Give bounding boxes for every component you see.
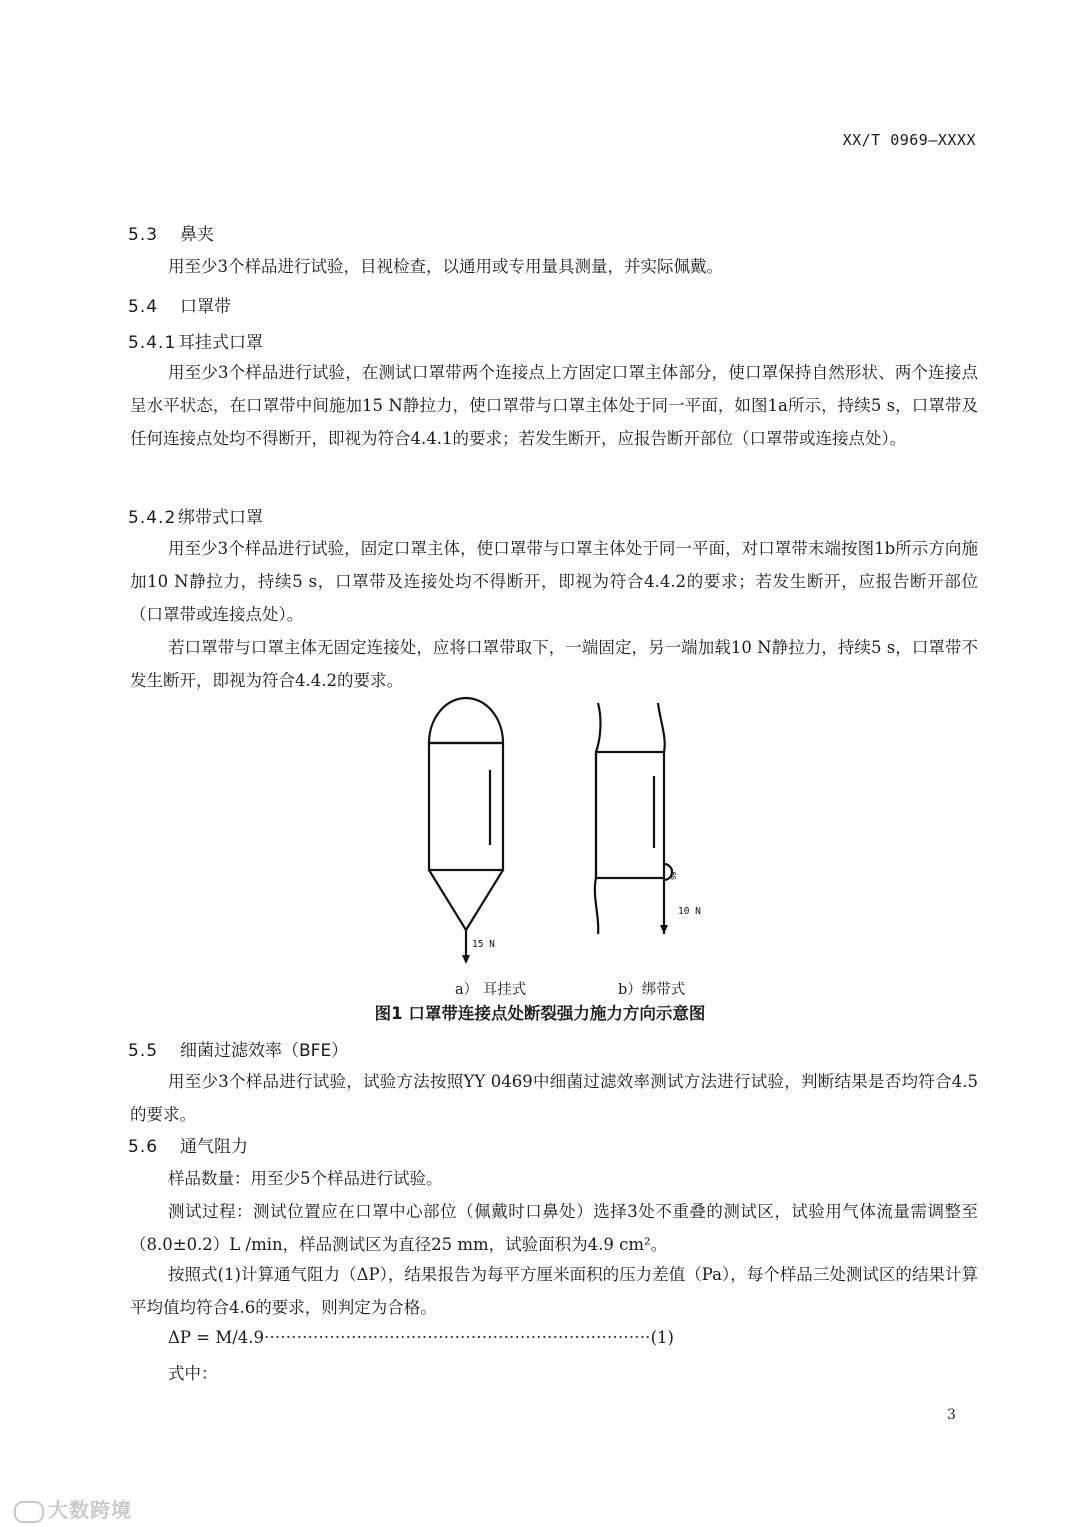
watermark xyxy=(14,1494,132,1523)
section-number: 5.4.1 xyxy=(128,333,177,353)
paragraph-5-6-b: 测试过程：测试位置应在口罩中心部位（佩戴时口鼻处）选择3处不重叠的测试区，试验用气体流量需调整至（8.0±0.2）L /min，样品测试区为直径25 mm，试验面积为4.9 cm²。 xyxy=(130,1202,978,1254)
section-title: 细菌过滤效率（BFE） xyxy=(180,1041,349,1061)
figure-sub-b: b）绑带式 xyxy=(618,982,686,998)
force-arrow-b xyxy=(660,925,668,934)
paragraph-5-3: 用至少3个样品进行试验，目视检查，以通用或专用量具测量，并实际佩戴。 xyxy=(168,257,723,276)
ear-loop-triangle xyxy=(429,870,503,930)
figure-1-diagram xyxy=(0,690,1080,975)
formula-dots: ······································································· xyxy=(264,1328,651,1347)
watermark-text: 大数跨境 xyxy=(48,1498,132,1522)
section-title: 通气阻力 xyxy=(180,1137,248,1157)
paragraph-5-5: 用至少3个样品进行试验，试验方法按照YY 0469中细菌过滤效率测试方法进行试验，判断结果是否均符合4.5的要求。 xyxy=(130,1072,978,1124)
section-heading-5-3 xyxy=(128,220,214,245)
paragraph-5-6-a: 样品数量：用至少5个样品进行试验。 xyxy=(168,1169,443,1188)
figure-caption: 图1 口罩带连接点处断裂强力施力方向示意图 xyxy=(374,1004,706,1023)
mask-body-rect xyxy=(429,743,503,870)
section-title: 口罩带 xyxy=(180,297,231,317)
ear-loop-mask-diagram xyxy=(429,698,503,964)
section-number: 5.4.2 xyxy=(128,508,177,528)
force-arrow-a xyxy=(462,955,470,964)
section-heading-5-4 xyxy=(128,292,231,317)
paragraph-5-4-2-a: 用至少3个样品进行试验，固定口罩主体，使口罩带与口罩主体处于同一平面，对口罩带末端按图1b所示方向施加10 N静拉力，持续5 s，口罩带及连接处均不得断开，即视为符合4.4.2的要求；若发生断开，应报告断开部位（口罩带或连接点处）。 xyxy=(130,539,978,624)
formula-number: (1) xyxy=(650,1328,674,1347)
formula-1 xyxy=(168,1328,674,1347)
force-label-b: 10 N xyxy=(678,906,701,917)
angle-label-b: 90° xyxy=(670,867,678,880)
where-label: 式中： xyxy=(168,1364,218,1383)
section-number: 5.5 xyxy=(128,1041,159,1061)
formula-expression: ΔP = M/4.9 xyxy=(168,1328,265,1347)
section-heading-5-4-1 xyxy=(128,328,263,353)
section-title: 鼻夹 xyxy=(180,225,214,245)
section-title: 耳挂式口罩 xyxy=(178,333,263,353)
section-heading-5-5 xyxy=(128,1036,348,1061)
figure-sub-a: a） 耳挂式 xyxy=(455,982,527,998)
mask-top-arc xyxy=(429,698,503,743)
document-number: XX/T 0969—XXXX xyxy=(842,131,976,149)
tie-right-strap xyxy=(658,703,665,752)
section-heading-5-4-2 xyxy=(128,503,263,528)
tie-mask-diagram xyxy=(595,703,672,934)
watermark-logo-icon xyxy=(14,1501,44,1523)
section-title: 绑带式口罩 xyxy=(178,508,263,528)
section-heading-5-6 xyxy=(128,1132,248,1157)
section-number: 5.6 xyxy=(128,1137,159,1157)
section-number: 5.3 xyxy=(128,225,159,245)
paragraph-5-6-c: 按照式(1)计算通气阻力（ΔP），结果报告为每平方厘米面积的压力差值（Pa），每个样品三处测试区的结果计算平均值均符合4.6的要求，则判定为合格。 xyxy=(130,1265,978,1317)
paragraph-5-4-1: 用至少3个样品进行试验，在测试口罩带两个连接点上方固定口罩主体部分，使口罩保持自然形状、两个连接点呈水平状态，在口罩带中间施加15 N静拉力，使口罩带与口罩主体处于同一平面，如图1a所示，持续5 s，口罩带及任何连接点处均不得断开，即视为符合4.4.1的要求；若发生断开，应报告断开部位（口罩带或连接点处）。 xyxy=(130,363,978,448)
paragraph-5-4-2-b: 若口罩带与口罩主体无固定连接处，应将口罩带取下，一端固定，另一端加载10 N静拉力，持续5 s，口罩带不发生断开，即视为符合4.4.2的要求。 xyxy=(130,638,978,690)
section-number: 5.4 xyxy=(128,297,159,317)
force-label-a: 15 N xyxy=(472,939,495,950)
page-number: 3 xyxy=(947,1407,956,1423)
